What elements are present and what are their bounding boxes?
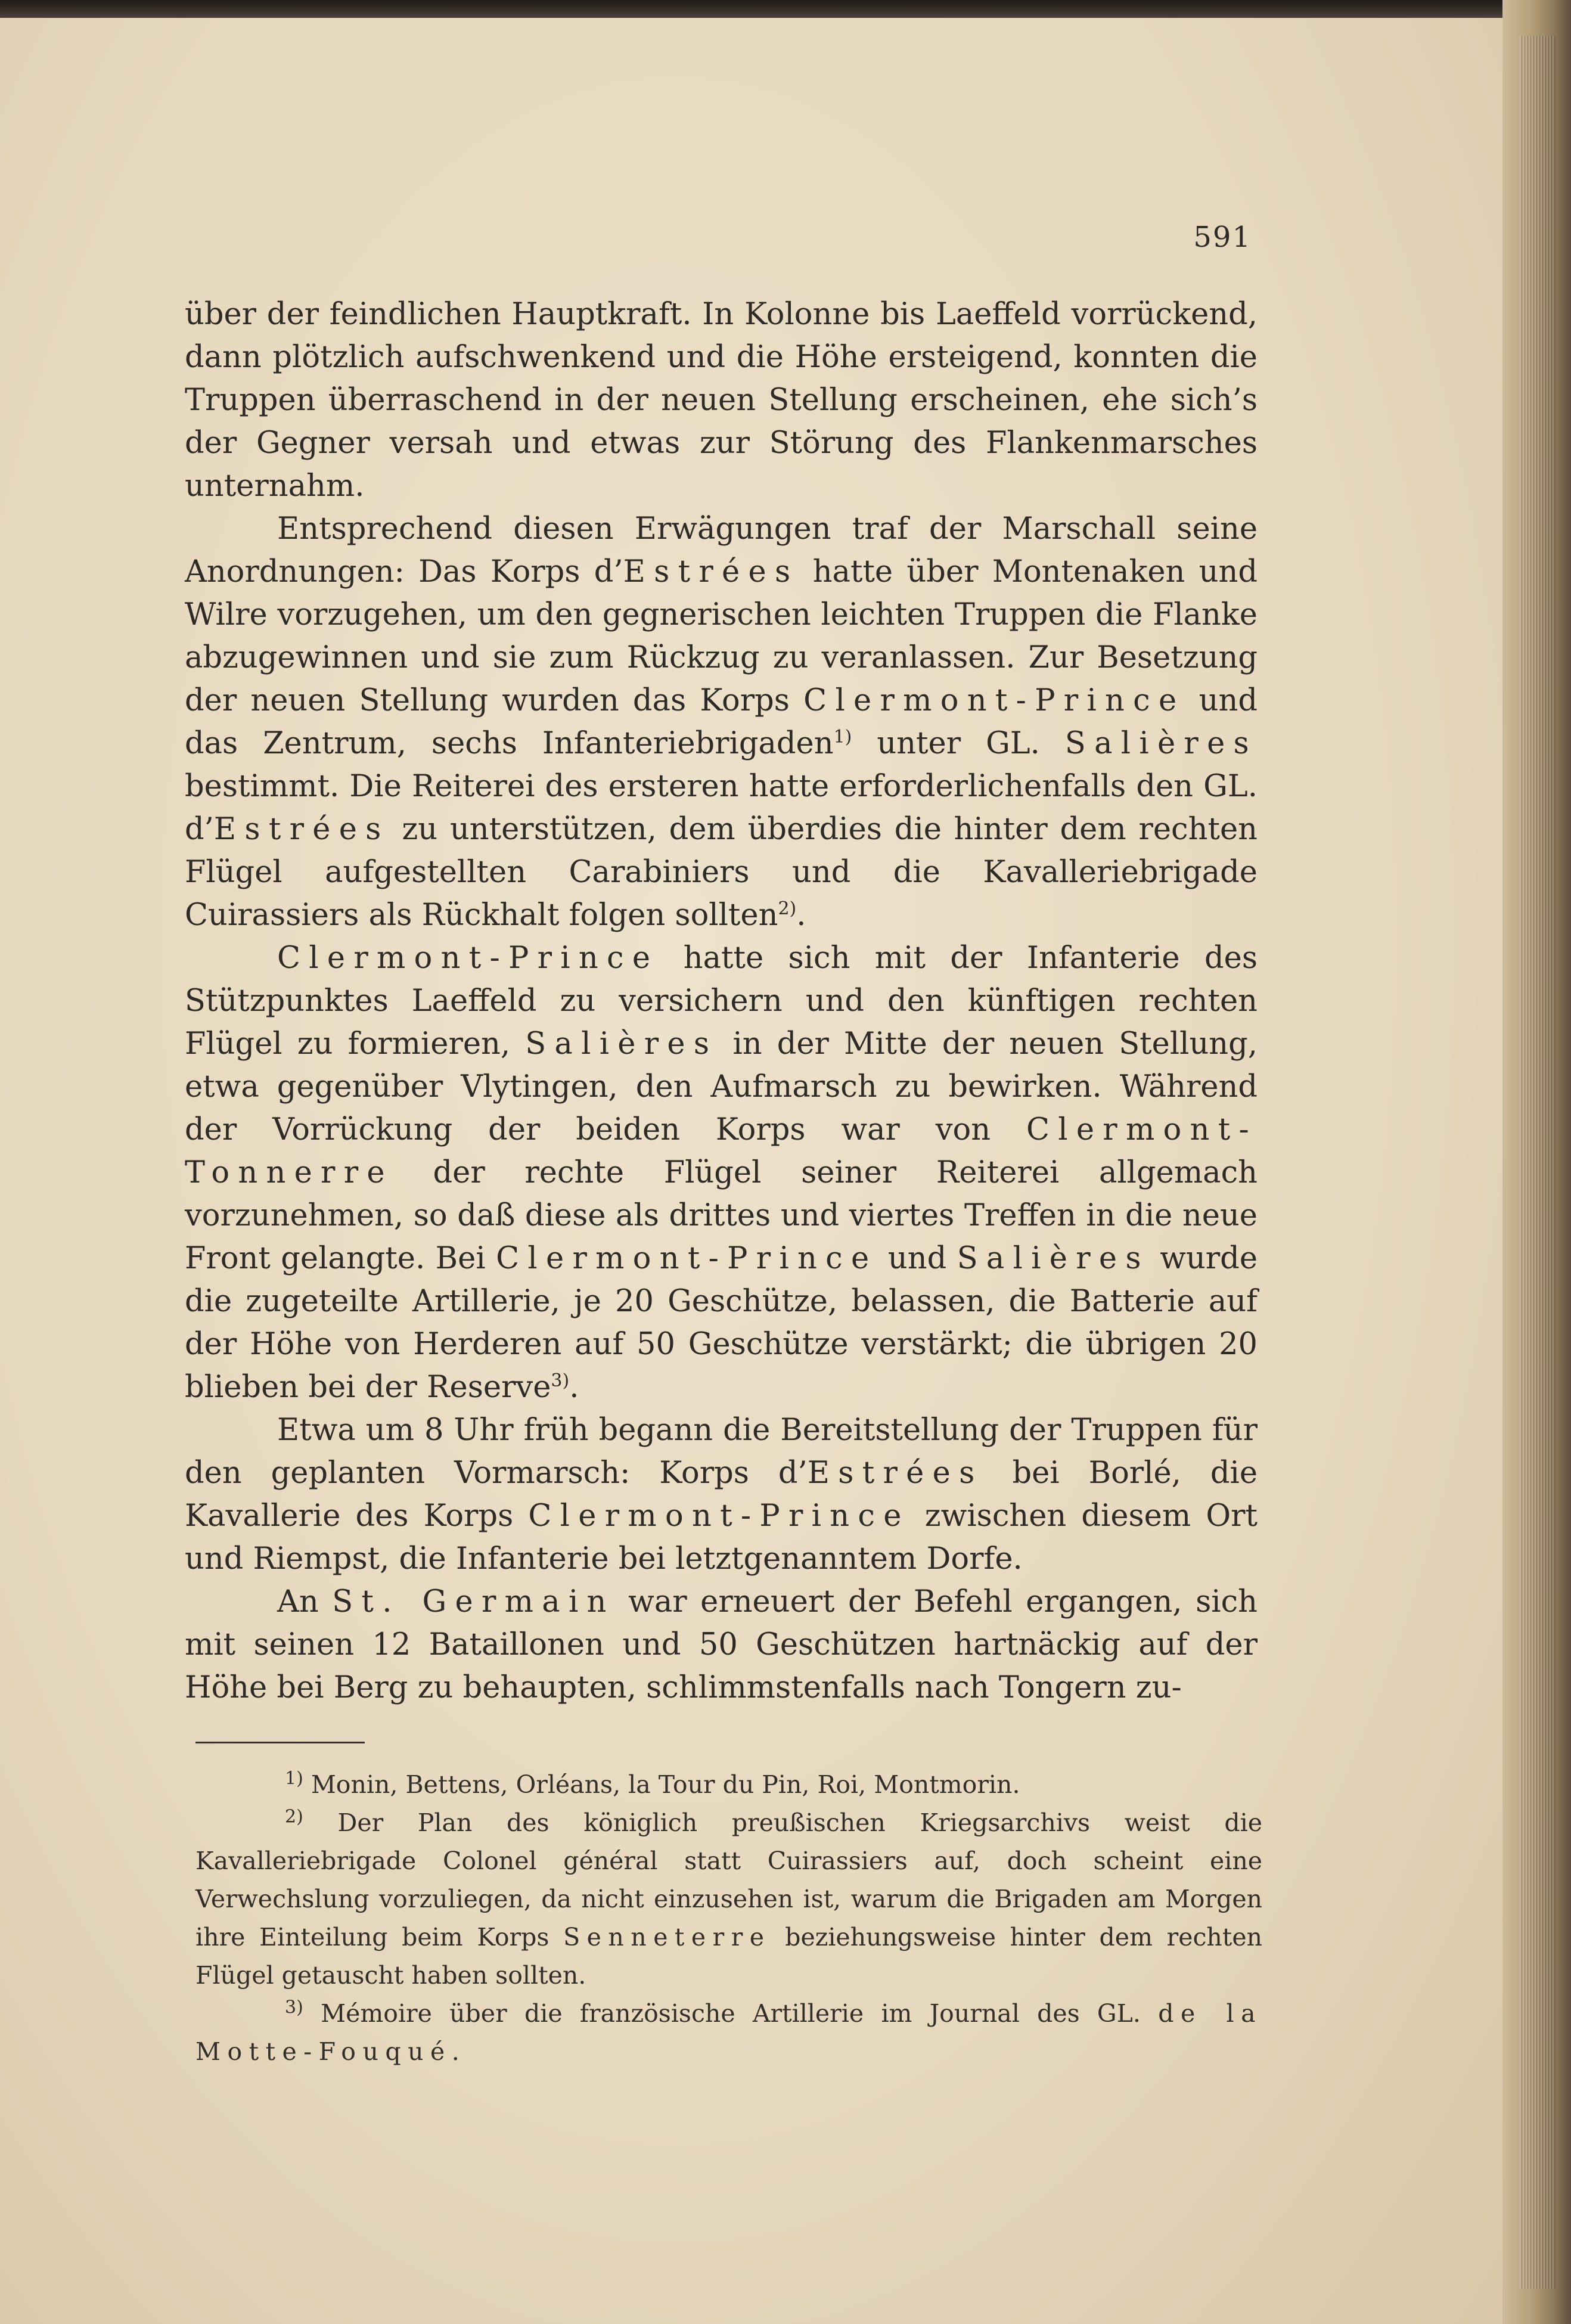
text-run: Der Plan des königlich preußischen Kriegsarchivs weist die Kavalleriebrigade Colonel général statt Cuirassiers auf, doch scheint eine Verwechslung vorzuliegen, da nicht einzusehen ist, warum die Brigaden am Morgen ihre Einteilung beim Korps — [195, 1808, 1262, 1951]
text-run: An — [277, 1584, 333, 1619]
footnote-rule — [195, 1742, 365, 1743]
text-run: hatte über Montenaken und Wilre vorzugehen, um den gegnerischen leichten Truppen die Flanke abzugewinnen und sie zum Rückzug zu veranlassen. Zur Besetzung der neuen Stellung wurden das Korps — [185, 554, 1258, 718]
book-edge-top — [0, 0, 1571, 18]
text-run: zwischen diesem Ort und Riempst, die Infanterie bei letztgenanntem Dorfe. — [185, 1498, 1258, 1577]
text-run: der rechte Flügel seiner Reiterei allgemach vorzunehmen, so daß diese als drittes und viertes Treffen in die neue Front gelangte. Bei — [185, 1155, 1258, 1276]
footnotes — [195, 1766, 1262, 2071]
footnote-marker: 3) — [285, 1997, 303, 2018]
text-run: bei Borlé, die Kavallerie des Korps — [185, 1456, 1258, 1534]
spaced-name: Estrées — [623, 554, 799, 589]
paragraph-5 — [185, 1581, 1258, 1709]
main-text — [185, 293, 1258, 1709]
book-page — [0, 18, 1502, 2324]
paragraph-2 — [185, 508, 1258, 937]
text-run: und — [877, 1241, 957, 1276]
spaced-name: St. Germain — [332, 1584, 615, 1619]
footnote-marker: 1) — [833, 727, 852, 747]
text-run: Entsprechend diesen Erwägungen traf der Marschall seine Anordnungen: Das Korps d’ — [185, 511, 1258, 589]
spaced-name: Estrées — [213, 812, 390, 847]
paragraph-4 — [185, 1409, 1258, 1581]
text-run: hatte sich mit der Infanterie des Stützpunktes Laeffeld zu versichern und den künftigen rechten Flügel zu formieren, — [185, 941, 1258, 1062]
spaced-name: Clermont-Prince — [803, 683, 1185, 718]
text-run: war erneuert der Befehl ergangen, sich mit seinen 12 Bataillonen und 50 Geschützen hartnäckig auf der Höhe bei Berg zu behaupten, schlimmstenfalls nach Tongern zu- — [185, 1584, 1258, 1705]
footnote-marker: 1) — [285, 1768, 303, 1789]
spaced-name: Estrées — [807, 1456, 983, 1491]
footnote-3 — [195, 1994, 1262, 2071]
spaced-name: de la Motte-Fouqué — [195, 1999, 1263, 2066]
footnote-marker: 2) — [778, 898, 797, 919]
spaced-name: Salières — [957, 1241, 1150, 1276]
footnote-marker: 3) — [551, 1370, 570, 1391]
spaced-name: Clermont-Prince — [528, 1498, 910, 1534]
text-run: Monin, Bettens, Orléans, la Tour du Pin, Roi, Montmorin. — [303, 1770, 1020, 1799]
footnote-2 — [195, 1804, 1262, 1994]
book-spine-edge — [1502, 0, 1571, 2324]
paragraph-3 — [185, 937, 1258, 1409]
text-run: in der Mitte der neuen Stellung, etwa gegenüber Vlytingen, den Aufmarsch zu bewirken. Während der Vorrückung der beiden Korps war von — [185, 1026, 1258, 1147]
text-run: und das Zentrum, sechs Infanteriebrigaden — [185, 683, 1258, 761]
text-run: zu unterstützen, dem überdies die hinter dem rechten Flügel aufgestellten Carabiniers und die Kavalleriebrigade Cuirassiers als Rückhalt folgen sollten — [185, 812, 1258, 933]
text-run: über der feindlichen Hauptkraft. In Kolonne bis Laeffeld vorrückend, dann plötzlich aufschwenkend und die Höhe ersteigend, konnten die Truppen überraschend in der neuen Stellung erscheinen, ehe sich’s der Gegner versah und etwas zur Störung des Flankenmarsches unternahm. — [185, 297, 1258, 504]
text-run: . — [451, 2037, 459, 2066]
paragraph-1 — [185, 293, 1258, 508]
text-run: Mémoire über die französische Artillerie im Journal des GL. — [303, 1999, 1159, 2028]
spaced-name: Salières — [525, 1026, 718, 1062]
page-stack-lines — [1520, 36, 1556, 2289]
spaced-name: Clermont-Prince — [496, 1241, 878, 1276]
spaced-name: Clermont-Tonnerre — [185, 1112, 1258, 1190]
text-run: unter GL. — [852, 726, 1065, 761]
text-run: . — [569, 1370, 579, 1405]
text-run: Etwa um 8 Uhr früh begann die Bereitstellung der Truppen für den geplanten Vormarsch: Korps d’ — [185, 1413, 1258, 1491]
text-run: bestimmt. Die Reiterei des ersteren hatte erforderlichenfalls den GL. d’ — [185, 769, 1258, 847]
text-run: beziehungsweise hinter dem rechten Flügel getauscht haben sollten. — [195, 1923, 1262, 1990]
spaced-name: Salières — [1064, 726, 1258, 761]
text-run: . — [796, 898, 806, 933]
footnote-marker: 2) — [285, 1806, 303, 1827]
page-number: 591 — [1193, 221, 1252, 254]
spaced-name: Senneterre — [563, 1923, 771, 1951]
text-run: wurde die zugeteilte Artillerie, je 20 Geschütze, belassen, die Batterie auf der Höhe von Herderen auf 50 Geschütze verstärkt; die übrigen 20 blieben bei der Reserve — [185, 1241, 1258, 1405]
spaced-name: Clermont-Prince — [277, 941, 659, 976]
footnote-1 — [195, 1766, 1262, 1804]
